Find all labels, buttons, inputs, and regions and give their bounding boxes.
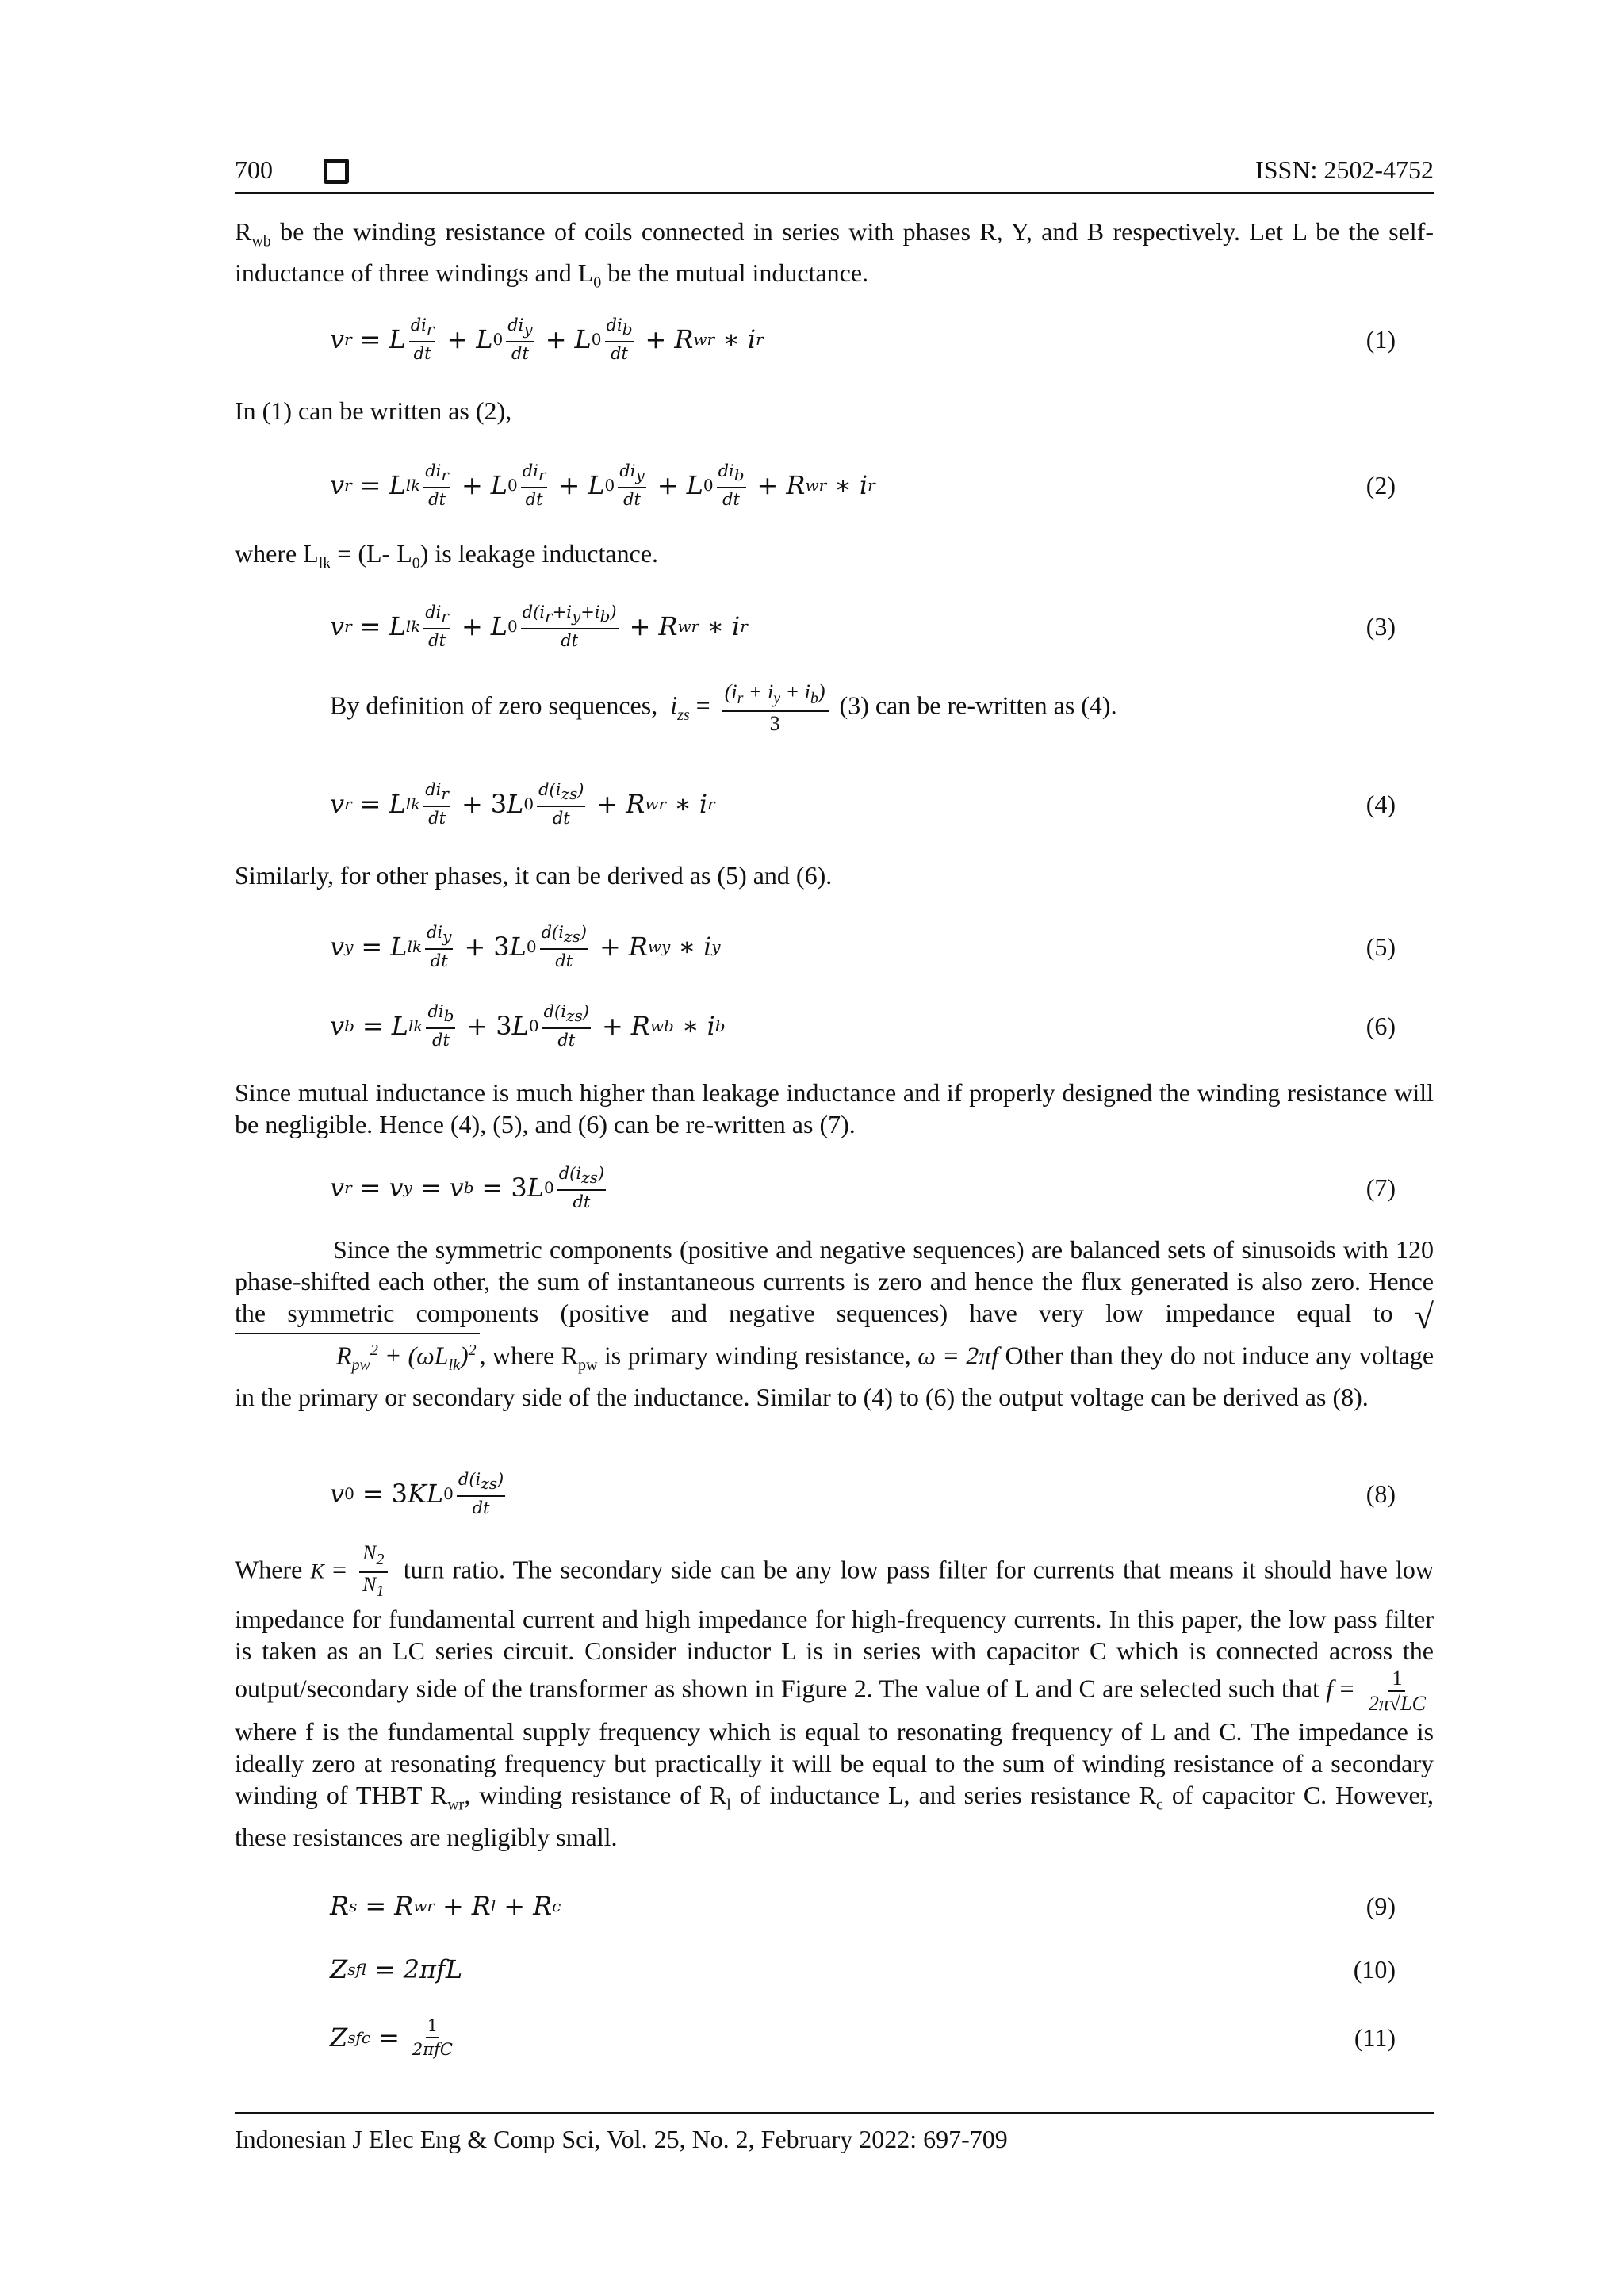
paragraph-4: By definition of zero sequences, $i_{zs}$ = $\frac{(i_r + i_y + i_b)}{3}$ (3) can be re-written as (4). [330,680,1117,736]
checkbox-square-icon [324,159,349,184]
zero-sequence-fraction: $\frac{(i_r + i_y + i_b)}{3}$ [722,680,829,736]
footer-rule [235,2112,1434,2114]
equation-number: (11) [1354,2023,1396,2052]
equation-5: v y = L lk $\frac{di_y}{dt}$ + 3 L 0 $\frac{d(i_{zs})}{dt}$ + R wy ∗ i y (5) [330,923,1396,970]
equation-4: v r = L lk $\frac{di_r}{dt}$ + 3 L 0 $\frac{d(i_{zs})}{dt}$ + R wr ∗ i r (4) [330,780,1396,828]
equation-10: Z sfl = 2πfL (10) [330,1954,1396,1984]
page-number: 700 [235,155,273,184]
header-rule [235,192,1434,194]
page-footer: Indonesian J Elec Eng & Comp Sci, Vol. 25, No. 2, February 2022: 697-709 [235,2125,1008,2153]
equation-7: v r = v y = v b = 3 L 0 $\frac{d(i_{zs})}{dt}$ (7) [330,1164,1396,1211]
equation-number: (9) [1365,1892,1396,1920]
equation-number: (2) [1365,471,1396,499]
equation-1: v r = L $\frac{di_r}{dt}$ + L 0 $\frac{di_y}{dt}$ + L 0 $\frac{di_b}{dt}$ + R wr ∗ i r (1) [330,316,1396,363]
equation-9: R s = R wr + R l + R c (9) [330,1891,1396,1921]
equation-number: (4) [1365,790,1396,818]
paragraph-7: Since the symmetric components (positive and negative sequences) are balanced sets of sinusoids with 120 phase-shifted each other, the sum of instantaneous currents is zero and hence the flux generated is also zero. Hence the symmetric components (positive and negative sequences) have very low impedance equal to $√R_{pw}^2 + (\omega L_{lk})^2$ , where $R_{pw}$ is primary winding resistance, ω = 2πf Other than they do not induce any voltage in the primary or secondary side of the inductance. Similar to (4) to (6) the output voltage can be derived as (8). [235,1235,1434,1412]
equation-3: v r = L lk $\frac{di_r}{dt}$ + L 0 $\frac{d(i_r+i_y+i_b)}{dt}$ + R wr ∗ i r (3) [330,603,1396,650]
equation-number: (5) [1365,932,1396,961]
equation-2: v r = L lk $\frac{di_r}{dt}$ + L 0 $\frac{di_r}{dt}$ + L 0 $\frac{di_y}{dt}$ + L 0 $\frac{di_b}{dt}$ + R wr ∗ i r (2) [330,461,1396,509]
paragraph-8: Where K = $\frac{N_2}{N_1}$ turn ratio. The secondary side can be any low pass filter for currents that means it should have low impedance for fundamental current and high impedance for high-frequency currents. In this paper, the low pass filter is taken as an LC series circuit. Consider inductor L is in series with capacitor C which is connected across the output/secondary side of the transformer as shown in Figure 2. The value of L and C are selected such that f = $\frac{1}{2\pi√LC}$ where f is the fundamental supply frequency which is equal to resonating frequency of L and C. The impedance is ideally zero at resonating frequency but practically it will be equal to the sum of winding resistance of a secondary winding of THBT $R_{wr}$, winding resistance of $R_l$ of inductance L, and series resistance $R_c$ of capacitor C. However, these resistances are negligibly small. [235,1541,1434,1851]
equation-number: (1) [1365,325,1396,354]
equation-11: Z sfc = $\frac{1}{\text{2πfC}}$ (11) [330,2016,1396,2059]
equation-number: (10) [1353,1955,1396,1984]
paragraph-2: In (1) can be written as (2), [235,396,512,425]
equation-number: (3) [1365,612,1396,641]
equation-number: (7) [1365,1173,1396,1202]
paragraph-5: Similarly, for other phases, it can be derived as (5) and (6). [235,861,833,890]
paragraph-6: Since mutual inductance is much higher than leakage inductance and if properly designed the winding resistance will be negligible. Hence (4), (5), and (6) can be re-written as (7). [235,1078,1434,1138]
issn: ISSN: 2502-4752 [1255,155,1434,184]
resonance-fraction: $\frac{1}{2\pi√LC}$ [1368,1667,1426,1716]
equation-8: v 0 = 3 KL 0 $\frac{d(i_{zs})}{dt}$ (8) [330,1470,1396,1517]
page-header [235,152,1434,190]
equation-number: (8) [1365,1479,1396,1508]
equation-number: (6) [1365,1012,1396,1040]
turn-ratio-fraction: $\frac{N_2}{N_1}$ [359,1541,387,1603]
equation-6: v b = L lk $\frac{di_b}{dt}$ + 3 L 0 $\frac{d(i_{zs})}{dt}$ + R wb ∗ i b (6) [330,1002,1396,1050]
paragraph-intro: $R_{wb}$ be the winding resistance of coils connected in series with phases R, Y, and B respectively. Let L be the self-inductance of three windings and $L_0$ be the mutual inductance. [235,217,1434,292]
paragraph-3: where $L_{lk} = (L-$ $L_0$) is leakage inductance. [235,539,659,572]
